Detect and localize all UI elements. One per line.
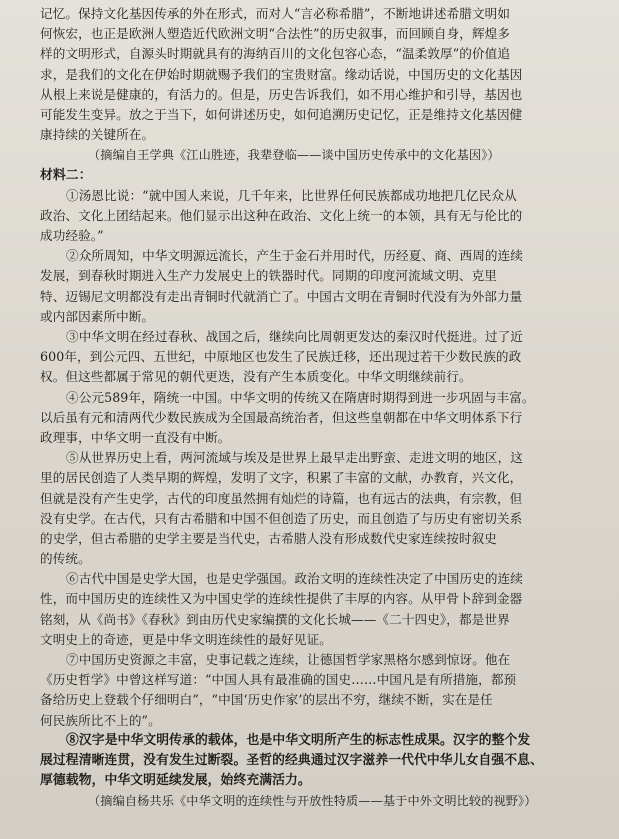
text-line: 但就是没有产生史学，古代的印度虽然拥有灿烂的诗篇，也有远古的法典，有宗教，但	[40, 490, 523, 506]
text-line: 特、迈锡尼文明都没有走出青铜时代就消亡了。中国古文明在青铜时代没有为外部力量	[40, 288, 523, 304]
material-two-heading: 材料二：	[40, 167, 92, 183]
text-line: 600年，到公元四、五世纪，中原地区也发生了民族迁移，还出现过若干少数民族的政	[40, 349, 522, 365]
text-line: ⑦中国历史资源之丰富，史事记载之连续，让德国哲学家黑格尔感到惊讶。他在	[66, 652, 511, 667]
text-line: 厚德载物，中华文明延续发展，始终充满活力。	[40, 773, 311, 789]
text-line: 或内部因素所中断。	[40, 308, 155, 324]
text-line: 里的居民创造了人类早期的辉煌，发明了文字，积累了丰富的文献，办教育，兴文化，	[40, 470, 523, 486]
text-line: 求，是我们的文化在伊始时期就赐予我们的宝贵财富。缘动话说，中国历史的文化基因	[40, 66, 523, 82]
text-line: 性，而中国历史的连续性又为中国史学的连续性提供了丰厚的内容。从甲骨卜辞到金器	[40, 591, 523, 607]
text-line: 的史学，但古希腊的史学主要是当代史，古希腊人没有形成数代史家连续按时叙史	[40, 530, 497, 546]
text-line: 备给历史上登载个仔细明白”，“中国‘历史作家’的层出不穷，继续不断，实在是任	[40, 692, 493, 708]
text-line: 没有史学。在古代，只有古希腊和中国不但创造了历史，而且创造了与历史有密切关系	[40, 510, 523, 526]
citation-two: （摘编自杨共乐《中华文明的连续性与开放性特质——基于中外文明比较的视野》）	[88, 794, 537, 809]
citation-one: （摘编自王学典《江山胜迹，我辈登临——谈中国历史传承中的文化基因》）	[88, 148, 500, 163]
text-line: ②众所周知，中华文明源远流长，产生于金石并用时代，历经夏、商、西周的连续	[66, 248, 523, 264]
text-line: 何恢宏，也正是欧洲人塑造近代欧洲文明“合法性”的历史叙事，而回顾自身，辉煌多	[40, 26, 511, 42]
text-line: 权。但这些都属于常见的朝代更迭，没有产生本质变化。中华文明继续前行。	[40, 369, 472, 385]
material-one-tail	[40, 4, 593, 145]
text-line: 的传统。	[40, 551, 91, 567]
text-line: ③中华文明在经过春秋、战国之后，继续向比周朝更发达的秦汉时代挺进。过了近	[66, 329, 523, 344]
text-line: 可能发生变异。放之于当下，如何讲述历史，如何追溯历史记忆，正是维持文化基因健	[40, 106, 523, 122]
text-line: ⑤从世界历史上看，两河流域与埃及是世界上最早走出野蛮、走进文明的地区，这	[66, 450, 523, 466]
text-line: 康持续的关键所在。	[40, 127, 155, 143]
text-line: 以后虽有元和清两代少数民族成为全国最高统治者，但这些皇朝都在中华文明体系下行	[40, 409, 523, 425]
text-line: ①汤恩比说：“就中国人来说，几千年来，比世界任何民族都成功地把几亿民众从	[66, 187, 517, 203]
text-line: 何民族所比不上的”。	[40, 712, 161, 728]
text-line: 从根上来说是健康的，有活力的。但是，历史告诉我们，如不用心维护和引导，基因也	[40, 86, 523, 102]
text-line: 样的文明形式，自源头时期就具有的海纳百川的文化包容心态，“温柔敦厚”的价值追	[40, 46, 511, 62]
text-line: 发展，到春秋时期进入生产力发展史上的铁器时代。同期的印度河流域文明、克里	[40, 268, 497, 284]
text-line: 展过程清晰连贯，没有发生过断裂。圣哲的经典通过汉字滋养一代代中华儿女自强不息、	[40, 752, 543, 768]
text-line: ④公元589年，隋统一中国。中华文明的传统又在隋唐时期得到进一步巩固与丰富。	[66, 389, 535, 405]
text-line: 文明史上的奇迹，更是中华文明连续性的最好见证。	[40, 631, 332, 647]
text-line: 政理事，中华文明一直没有中断。	[40, 429, 231, 445]
material-two-body	[40, 186, 593, 792]
text-line: 政治、文化上团结起来。他们显示出这种在政治、文化上统一的本领，具有无与伦比的	[40, 207, 523, 223]
text-line: 《历史哲学》中曾这样写道：“中国人具有最准确的国史……中国凡是有所措施，都预	[40, 672, 517, 688]
text-line: 铭刻，从《尚书》《春秋》到由历代史家编撰的文化长城——《二十四史》，都是世界	[40, 611, 510, 627]
text-line: ⑥古代中国是史学大国，也是史学强国。政治文明的连续性决定了中国历史的连续	[66, 571, 523, 587]
text-line: ⑧汉字是中华文明传承的载体，也是中华文明所产生的标志性成果。汉字的整个发	[66, 732, 531, 748]
text-line: 记忆。保持文化基因传承的外在形式，而对人“言必称希腊”，不断地讲述希腊文明如	[40, 6, 511, 21]
text-line: 成功经验。”	[40, 228, 104, 244]
